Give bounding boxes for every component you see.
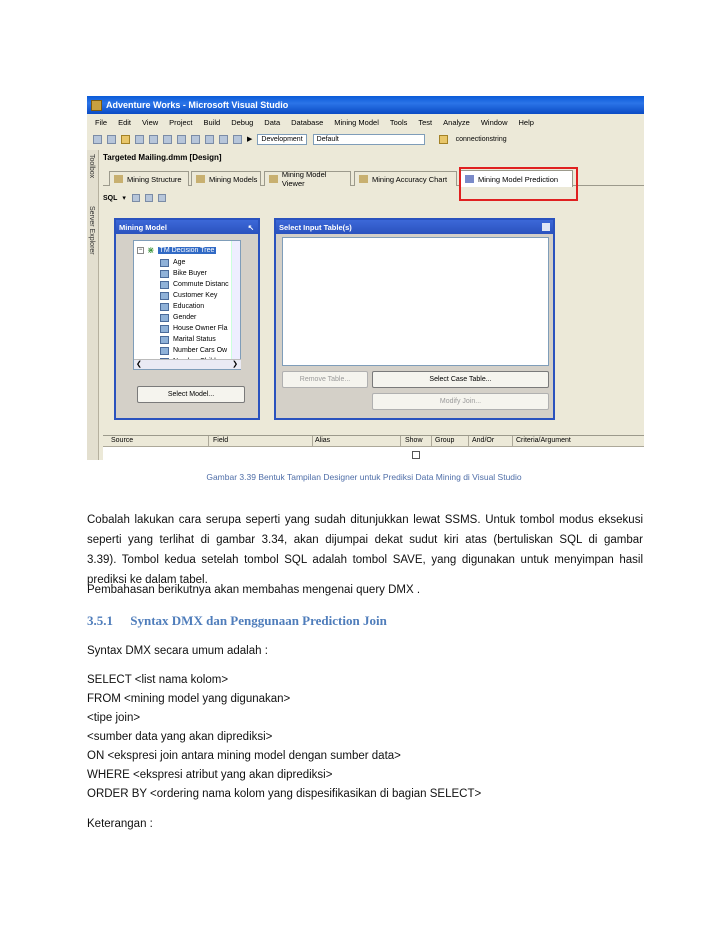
document-tab[interactable] (103, 152, 222, 163)
list-item[interactable] (160, 290, 217, 301)
input-table-panel-title (276, 220, 553, 234)
section-number: 3.5.1 (87, 613, 113, 628)
syntax-line: SELECT <list nama kolom> (87, 674, 229, 686)
tab-mining-accuracy-chart[interactable] (354, 171, 457, 186)
side-tool-strip (87, 150, 99, 460)
menu-window[interactable]: Window (480, 117, 508, 127)
save-icon[interactable] (135, 135, 144, 144)
column-icon (160, 270, 169, 278)
syntax-line: FROM <mining model yang digunakan> (87, 693, 291, 705)
panel-title-text: Mining Model (119, 222, 167, 232)
add-item-icon[interactable] (107, 135, 116, 144)
connection-dropdown[interactable]: connectionstring (455, 135, 507, 143)
scroll-left-icon[interactable]: ❮ (136, 361, 142, 368)
mining-model-viewer-icon (269, 175, 278, 183)
list-item[interactable] (160, 279, 229, 290)
grid-divider (312, 436, 313, 447)
menu-mining-model[interactable]: Mining Model (334, 117, 379, 127)
new-project-icon[interactable] (93, 135, 102, 144)
column-icon (160, 314, 169, 322)
save-result-icon[interactable] (132, 194, 140, 202)
remove-table-button[interactable]: Remove Table... (282, 371, 368, 388)
undo-icon[interactable] (205, 135, 214, 144)
keterangan-label: Keterangan : (87, 818, 153, 830)
platform-dropdown[interactable]: Default (313, 134, 425, 145)
decision-tree-icon: ⋇ (147, 245, 155, 255)
paragraph-line: prediksi ke dalam tabel. (87, 574, 208, 586)
tab-mining-models[interactable] (191, 171, 261, 186)
visual-studio-icon (91, 100, 102, 111)
column-icon (160, 259, 169, 267)
modify-join-button[interactable]: Modify Join... (372, 393, 549, 410)
figure-caption: Gambar 3.39 Bentuk Tampilan Designer untuk Prediksi Data Mining di Visual Studio (206, 472, 522, 482)
menu-bar (87, 115, 644, 129)
menu-project[interactable]: Project (169, 117, 193, 127)
show-checkbox[interactable] (412, 451, 420, 459)
column-label: Gender (173, 314, 197, 321)
highlight-box (459, 167, 578, 201)
column-icon (160, 281, 169, 289)
navigate-icon[interactable] (233, 135, 242, 144)
column-label: Number Cars Ow (173, 347, 228, 354)
column-label: Age (173, 259, 186, 266)
select-model-button[interactable]: Select Model... (137, 386, 245, 403)
tree-horizontal-scrollbar[interactable] (134, 359, 241, 369)
menu-build[interactable]: Build (203, 117, 221, 127)
column-label: Marital Status (173, 336, 216, 343)
prediction-grid (103, 435, 644, 460)
syntax-line: ON <ekspresi join antara mining model dengan sumber data> (87, 750, 401, 762)
section-title: Syntax DMX dan Penggunaan Prediction Join (130, 613, 387, 628)
tree-root[interactable] (137, 245, 216, 256)
grid-header-criteria: Criteria/Argument (516, 437, 571, 444)
menu-help[interactable]: Help (518, 117, 534, 127)
sql-mode-button[interactable]: SQL (103, 194, 118, 202)
menu-test[interactable]: Test (418, 117, 433, 127)
select-input-table-panel (274, 218, 555, 420)
tab-label: Mining Accuracy Chart (372, 174, 448, 184)
paragraph-line: seperti yang terlihat di gambar 3.34, akan dijumpai dekat sudut kiri atas (bertuliskan SQL di gambar (87, 534, 643, 546)
panel-menu-icon[interactable] (542, 223, 550, 231)
standard-toolbar (87, 132, 644, 146)
visual-studio-screenshot (87, 96, 644, 460)
window-titlebar (87, 96, 644, 114)
mining-models-icon (196, 175, 205, 183)
panel-title-text: Select Input Table(s) (279, 222, 352, 232)
tab-label: Mining Structure (127, 174, 182, 184)
column-icon (160, 325, 169, 333)
list-item[interactable] (160, 345, 227, 356)
tab-mining-model-viewer[interactable] (264, 171, 351, 186)
grid-header-field: Field (213, 437, 229, 444)
server-explorer-tab[interactable]: Server Explorer (88, 206, 95, 255)
select-case-table-button[interactable]: Select Case Table... (372, 371, 549, 388)
paragraph-line: Cobalah lakukan cara serupa seperti yang sudah ditunjukkan lewat SSMS. Untuk tombol modus eksekusi (87, 514, 643, 526)
tab-label: Mining Model Prediction (478, 174, 559, 184)
column-label: Bike Buyer (173, 270, 207, 277)
edit-arrow-icon[interactable]: ↖ (247, 222, 254, 232)
window-title: Adventure Works - Microsoft Visual Studio (106, 100, 289, 110)
menu-database[interactable]: Database (291, 117, 324, 127)
grid-divider (468, 436, 469, 447)
mining-structure-icon (114, 175, 123, 183)
syntax-line: <sumber data yang akan diprediksi> (87, 731, 273, 743)
column-label: House Owner Fla (173, 325, 228, 332)
menu-tools[interactable]: Tools (389, 117, 408, 127)
redo-icon[interactable] (219, 135, 228, 144)
designer-toolbar (103, 192, 171, 204)
tab-mining-structure[interactable] (109, 171, 189, 186)
column-label: Education (173, 303, 205, 310)
column-label: Customer Key (173, 292, 218, 299)
section-heading (87, 613, 387, 629)
menu-edit[interactable]: Edit (118, 117, 132, 127)
syntax-intro: Syntax DMX secara umum adalah : (87, 645, 268, 657)
grid-header-source: Source (111, 437, 134, 444)
list-item[interactable] (160, 268, 207, 279)
document-tab-label: Targeted Mailing.dmm [Design] (103, 153, 222, 162)
refresh-icon[interactable] (158, 194, 166, 202)
tab-label: Mining Model Viewer (281, 170, 327, 188)
paragraph-line: 3.39). Tombol kedua setelah tombol SQL adalah tombol SAVE, yang digunakan untuk menyimpan hasil (87, 554, 643, 566)
grid-divider (512, 436, 513, 447)
grid-divider (400, 436, 401, 447)
mining-model-panel-title (116, 220, 258, 234)
grid-divider (208, 436, 209, 447)
dropdown-arrow-icon[interactable]: ▾ (122, 195, 126, 202)
copy-icon[interactable] (177, 135, 186, 144)
grid-header (103, 436, 644, 447)
scroll-right-icon[interactable]: ❯ (232, 361, 238, 368)
list-item[interactable] (160, 301, 204, 312)
menu-analyze[interactable]: Analyze (443, 117, 470, 127)
menu-view[interactable]: View (142, 117, 159, 127)
grid-header-and-or: And/Or (472, 437, 495, 444)
accuracy-chart-icon (359, 175, 368, 183)
column-label: Commute Distanc (173, 281, 229, 288)
start-icon[interactable]: ▶ (247, 136, 253, 143)
syntax-line: WHERE <ekspresi atribut yang akan diprediksi> (87, 769, 333, 781)
tree-vertical-scrollbar[interactable] (231, 241, 240, 361)
grid-header-show: Show (405, 437, 423, 444)
list-item[interactable] (160, 312, 196, 323)
list-item[interactable] (160, 257, 185, 268)
column-icon (160, 303, 169, 311)
grid-divider (431, 436, 432, 447)
list-item[interactable] (160, 323, 227, 334)
syntax-line: <tipe join> (87, 712, 141, 724)
menu-file[interactable]: File (95, 117, 108, 127)
grid-header-alias: Alias (315, 437, 331, 444)
tab-label: Mining Models (209, 174, 258, 184)
column-icon (160, 336, 169, 344)
configuration-dropdown[interactable]: Development (257, 134, 306, 145)
paragraph-1 (87, 510, 643, 590)
mining-model-tree[interactable] (133, 240, 241, 370)
open-folder-icon[interactable] (121, 135, 130, 144)
syntax-line: ORDER BY <ordering nama kolom yang dispesifikasikan di bagian SELECT> (87, 788, 482, 800)
cut-icon[interactable] (163, 135, 172, 144)
tree-root-label: TM Decision Tree (159, 247, 215, 254)
list-item[interactable] (160, 334, 216, 345)
menu-debug[interactable]: Debug (231, 117, 254, 127)
collapse-icon[interactable]: − (138, 247, 143, 253)
mining-model-panel (114, 218, 260, 420)
save-all-icon[interactable] (149, 135, 158, 144)
input-table-area[interactable] (282, 237, 549, 366)
paragraph-2: Pembahasan berikutnya akan membahas mengenai query DMX . (87, 584, 421, 596)
grid-header-group: Group (435, 437, 455, 444)
find-icon[interactable] (439, 135, 448, 144)
toolbox-tab[interactable]: Toolbox (88, 154, 95, 179)
column-icon (160, 292, 169, 300)
column-icon (160, 347, 169, 355)
table-icon[interactable] (145, 194, 153, 202)
paste-icon[interactable] (191, 135, 200, 144)
menu-data[interactable]: Data (264, 117, 281, 127)
